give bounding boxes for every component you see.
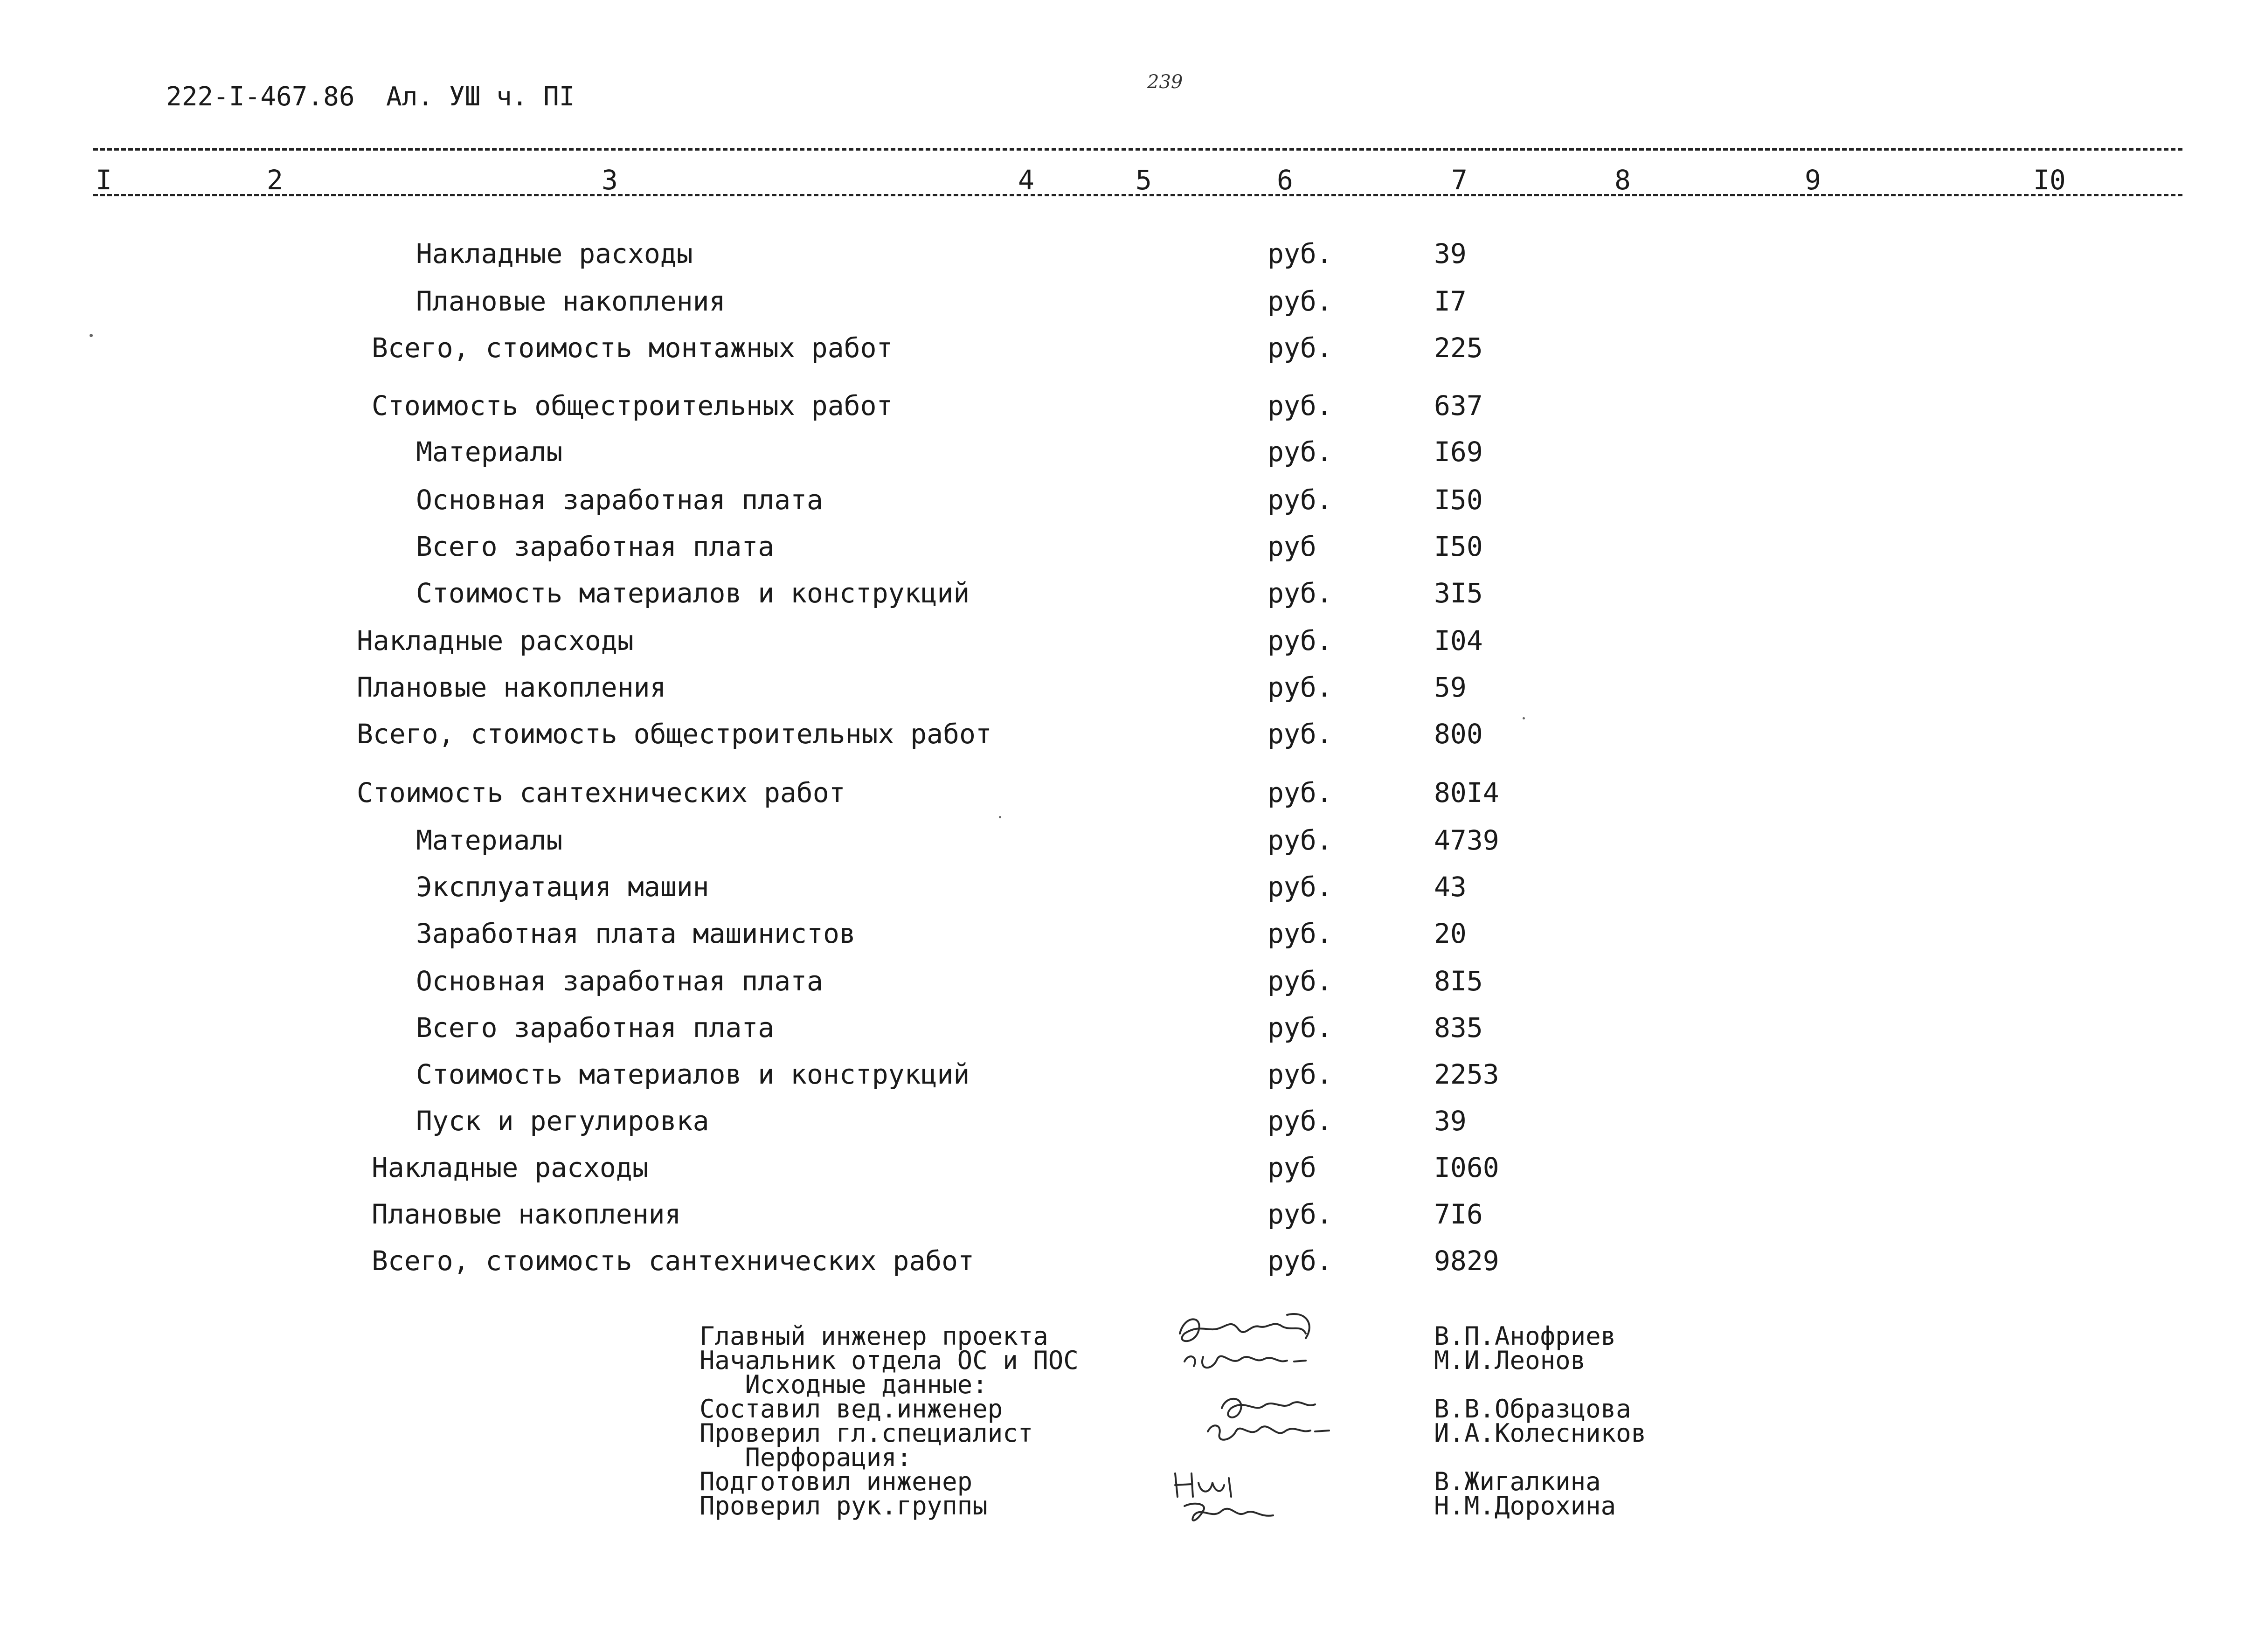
table-row <box>0 577 2258 619</box>
row-value: I04 <box>1434 625 1483 657</box>
row-label: Плановые накопления <box>357 671 666 703</box>
scan-speck <box>999 816 1001 818</box>
signature-zhigalkina <box>1175 1473 1231 1497</box>
table-row <box>0 1105 2258 1147</box>
row-value: 39 <box>1434 238 1467 270</box>
signature-kolesnikov <box>1208 1425 1329 1439</box>
row-unit: руб. <box>1268 918 1333 949</box>
row-unit: руб. <box>1268 1245 1333 1277</box>
row-value: 9829 <box>1434 1245 1499 1277</box>
row-label: Накладные расходы <box>416 238 693 270</box>
table-row <box>0 918 2258 960</box>
approver-name <box>1434 1373 1646 1397</box>
row-unit: руб. <box>1268 824 1333 856</box>
row-value: 8I5 <box>1434 965 1483 997</box>
row-value: I7 <box>1434 285 1467 317</box>
column-number: 9 <box>1805 164 1821 196</box>
row-label: Стоимость материалов и конструкций <box>416 1058 970 1090</box>
row-label: Эксплуатация машин <box>416 871 709 903</box>
approval-role: Проверил рук.группы <box>700 1491 988 1521</box>
signature-anofriev <box>1180 1314 1309 1341</box>
row-label: Всего заработная плата <box>416 1012 775 1044</box>
row-unit: руб. <box>1268 625 1333 657</box>
row-unit: руб. <box>1268 1058 1333 1090</box>
column-number: 5 <box>1136 164 1152 196</box>
table-row <box>0 671 2258 713</box>
row-unit: руб. <box>1268 484 1333 516</box>
row-label: Пуск и регулировка <box>416 1105 709 1137</box>
row-value: I50 <box>1434 484 1483 516</box>
approval-role: Перфорация: <box>700 1443 912 1472</box>
table-row <box>0 484 2258 526</box>
table-row <box>0 238 2258 280</box>
row-value: 4739 <box>1434 824 1499 856</box>
column-number: 8 <box>1614 164 1631 196</box>
approver-name: В.Жигалкина <box>1434 1467 1601 1496</box>
table-row <box>0 285 2258 327</box>
signature-obraztsova <box>1222 1399 1315 1417</box>
approver-name: И.А.Колесников <box>1434 1418 1647 1448</box>
row-value: I69 <box>1434 436 1483 468</box>
table-row <box>0 625 2258 667</box>
row-label: Материалы <box>416 436 563 468</box>
approval-role: Главный инженер проекта <box>700 1321 1048 1351</box>
row-value: 3I5 <box>1434 577 1483 609</box>
table-row <box>0 1198 2258 1240</box>
row-label: Основная заработная плата <box>416 965 823 997</box>
approver-name: В.В.Образцова <box>1434 1394 1631 1424</box>
row-label: Стоимость общестроительных работ <box>372 390 893 422</box>
row-unit: руб. <box>1268 1198 1333 1230</box>
row-unit: руб <box>1268 531 1316 562</box>
table-row <box>0 1245 2258 1287</box>
table-row <box>0 1058 2258 1100</box>
column-number: I0 <box>2033 164 2066 196</box>
row-value: 80I4 <box>1434 777 1499 809</box>
table-row <box>0 871 2258 913</box>
row-value: 7I6 <box>1434 1198 1483 1230</box>
column-number: 4 <box>1018 164 1034 196</box>
row-unit: руб. <box>1268 965 1333 997</box>
row-value: 2253 <box>1434 1058 1499 1090</box>
row-label: Стоимость материалов и конструкций <box>416 577 970 609</box>
row-label: Всего, стоимость сантехнических работ <box>372 1245 975 1277</box>
approver-name: М.И.Леонов <box>1434 1346 1586 1375</box>
row-unit: руб. <box>1268 285 1333 317</box>
table-row <box>0 718 2258 760</box>
scan-speck <box>90 334 93 337</box>
row-unit: руб. <box>1268 871 1333 903</box>
row-value: 800 <box>1434 718 1483 750</box>
row-label: Всего заработная плата <box>416 531 775 562</box>
row-label: Плановые накопления <box>416 285 726 317</box>
row-value: 835 <box>1434 1012 1483 1044</box>
row-label: Накладные расходы <box>372 1152 649 1183</box>
row-value: 43 <box>1434 871 1467 903</box>
row-value: I50 <box>1434 531 1483 562</box>
row-value: 59 <box>1434 671 1467 703</box>
document-code: 222-I-467.86 Ал. УШ ч. ПI <box>166 82 575 112</box>
page-number: 239 <box>1147 71 1183 93</box>
signature-dorokhina <box>1184 1504 1273 1521</box>
row-unit: руб. <box>1268 238 1333 270</box>
row-label: Накладные расходы <box>357 625 634 657</box>
column-number: 3 <box>602 164 618 196</box>
approval-role: Составил вед.инженер <box>700 1394 1003 1424</box>
table-row <box>0 1152 2258 1194</box>
row-label: Всего, стоимость общестроительных работ <box>357 718 992 750</box>
table-row <box>0 390 2258 432</box>
row-label: Основная заработная плата <box>416 484 823 516</box>
column-number: I <box>96 164 112 196</box>
row-value: 637 <box>1434 390 1483 422</box>
table-row <box>0 1012 2258 1054</box>
row-unit: руб <box>1268 1152 1316 1183</box>
row-label: Материалы <box>416 824 563 856</box>
table-row <box>0 531 2258 573</box>
row-unit: руб. <box>1268 1012 1333 1044</box>
table-row <box>0 965 2258 1007</box>
approval-names <box>1434 1321 1647 1521</box>
row-label: Стоимость сантехнических работ <box>357 777 845 809</box>
column-number: 7 <box>1451 164 1468 196</box>
row-value: I060 <box>1434 1152 1499 1183</box>
signature-leonov <box>1184 1356 1306 1368</box>
header-top-rule <box>93 148 2182 151</box>
header-bottom-rule <box>93 194 2182 196</box>
approval-role: Подготовил инженер <box>700 1467 973 1496</box>
handwritten-signatures <box>1166 1306 1427 1539</box>
row-value: 225 <box>1434 332 1483 364</box>
row-unit: руб. <box>1268 777 1333 809</box>
table-row <box>0 824 2258 866</box>
row-label: Всего, стоимость монтажных работ <box>372 332 893 364</box>
row-unit: руб. <box>1268 718 1333 750</box>
row-unit: руб. <box>1268 671 1333 703</box>
approver-name: Н.М.Дорохина <box>1434 1491 1616 1521</box>
table-row <box>0 332 2258 374</box>
approval-role: Проверил гл.специалист <box>700 1418 1033 1448</box>
row-unit: руб. <box>1268 436 1333 468</box>
row-unit: руб. <box>1268 1105 1333 1137</box>
approval-roles <box>700 1321 1079 1521</box>
table-row <box>0 436 2258 478</box>
table-row <box>0 777 2258 819</box>
approver-name: В.П.Анофриев <box>1434 1321 1616 1351</box>
approver-name <box>1434 1445 1646 1470</box>
approval-role: Начальник отдела ОС и ПОС <box>700 1346 1079 1375</box>
row-unit: руб. <box>1268 390 1333 422</box>
approval-role: Исходные данные: <box>700 1370 988 1399</box>
row-label: Заработная плата машинистов <box>416 918 856 949</box>
row-label: Плановые накопления <box>372 1198 681 1230</box>
row-unit: руб. <box>1268 577 1333 609</box>
column-number: 2 <box>267 164 283 196</box>
row-unit: руб. <box>1268 332 1333 364</box>
scan-speck <box>1523 717 1525 719</box>
row-value: 39 <box>1434 1105 1467 1137</box>
column-number: 6 <box>1277 164 1293 196</box>
row-value: 20 <box>1434 918 1467 949</box>
